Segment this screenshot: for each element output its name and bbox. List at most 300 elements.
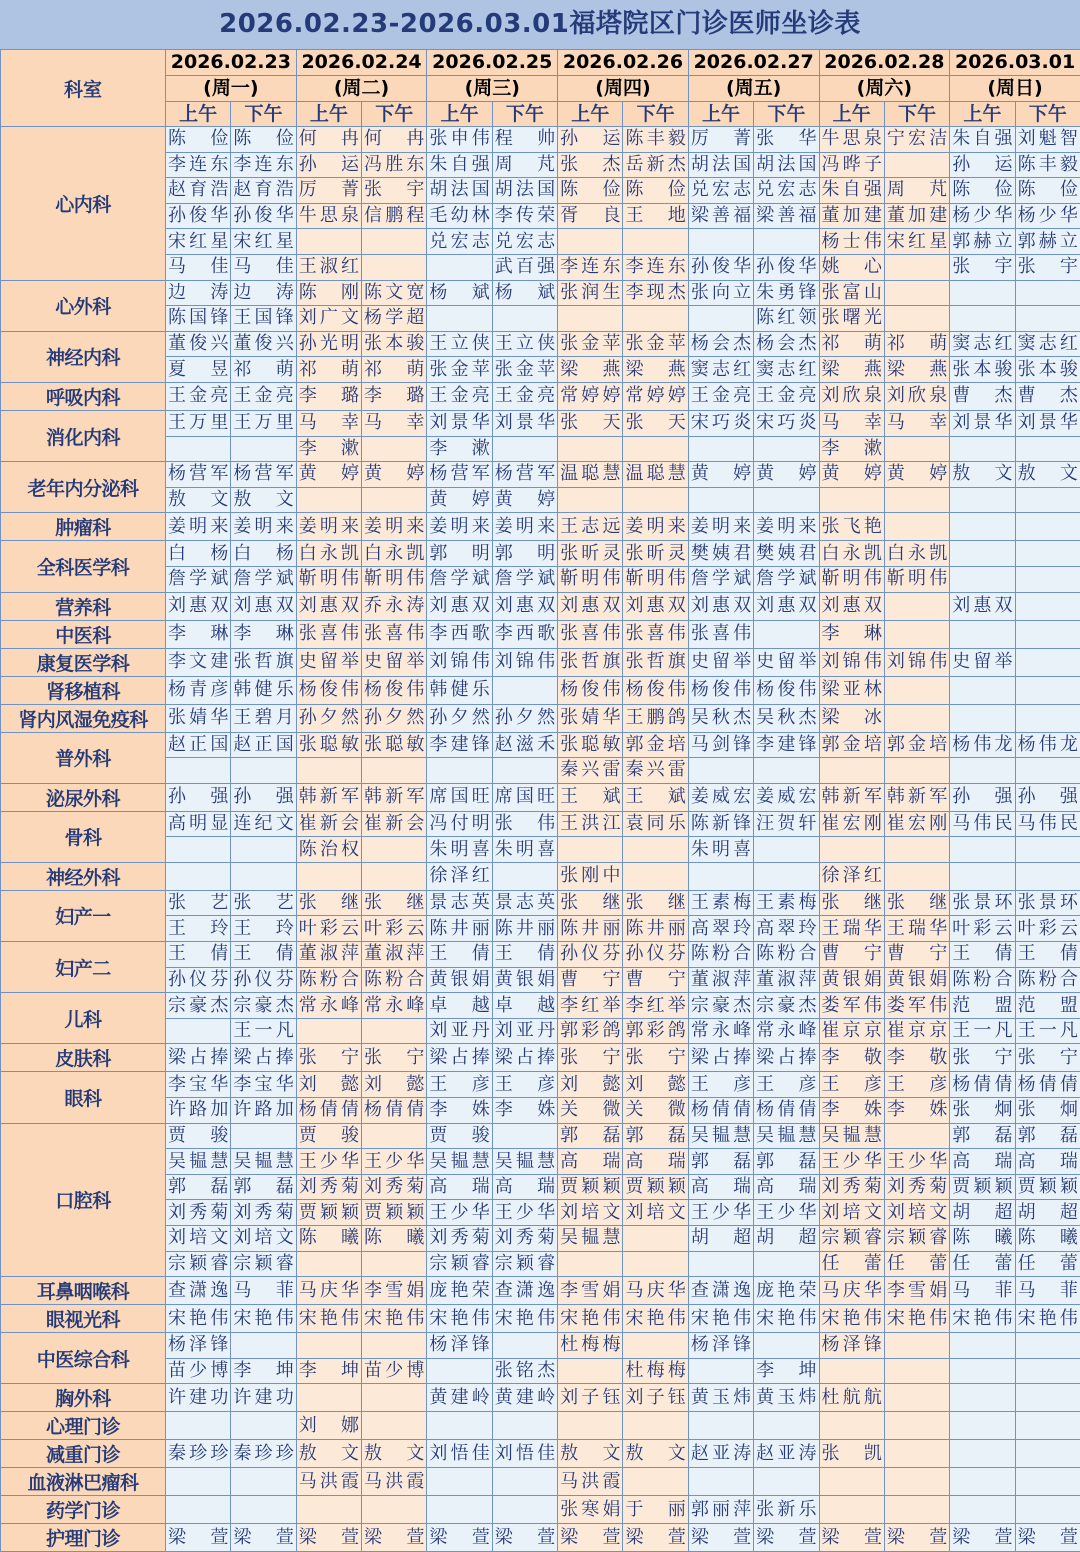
- doctor-cell: 祁萌: [296, 357, 361, 383]
- doctor-cell: 刘秀菊: [166, 1200, 231, 1226]
- doctor-cell: 王金亮: [427, 382, 492, 410]
- doctor-cell: [362, 1384, 427, 1412]
- doctor-cell: 王万里: [231, 410, 296, 436]
- doctor-cell: 宋艳伟: [623, 1305, 688, 1333]
- doctor-cell: [884, 513, 949, 541]
- afternoon-header: 下午: [362, 102, 427, 127]
- doctor-cell: 王一凡: [950, 1018, 1015, 1044]
- doctor-cell: 毛幼林: [427, 203, 492, 229]
- doctor-cell: 韩新军: [884, 783, 949, 811]
- doctor-cell: 刘亚丹: [492, 1018, 557, 1044]
- doctor-cell: 马剑锋: [688, 732, 753, 758]
- doctor-cell: 孙强: [231, 783, 296, 811]
- doctor-cell: 孙仪芬: [623, 942, 688, 968]
- afternoon-header: 下午: [231, 102, 296, 127]
- doctor-cell: 郭明: [427, 541, 492, 567]
- doctor-cell: [884, 436, 949, 462]
- doctor-cell: [427, 1358, 492, 1384]
- doctor-cell: 靳明伟: [819, 566, 884, 592]
- doctor-cell: [1015, 280, 1080, 306]
- doctor-cell: 朱明喜: [492, 837, 557, 863]
- department-name: 口腔科: [1, 1123, 166, 1277]
- doctor-cell: 梁燕: [819, 357, 884, 383]
- doctor-cell: 王金亮: [754, 382, 819, 410]
- doctor-cell: 陈井丽: [623, 916, 688, 942]
- doctor-cell: 吴韫慧: [558, 1226, 623, 1252]
- doctor-cell: 陈粉合: [362, 967, 427, 993]
- department-name: 康复医学科: [1, 648, 166, 676]
- doctor-cell: [296, 862, 361, 890]
- doctor-cell: [362, 229, 427, 255]
- doctor-cell: 王立侠: [492, 331, 557, 357]
- doctor-cell: 兑宏志: [492, 229, 557, 255]
- doctor-cell: 朱明喜: [427, 837, 492, 863]
- department-name: 儿科: [1, 993, 166, 1044]
- doctor-cell: [754, 620, 819, 648]
- doctor-cell: [950, 1358, 1015, 1384]
- doctor-cell: 叶彩云: [1015, 916, 1080, 942]
- doctor-cell: 白永凯: [296, 541, 361, 567]
- doctor-cell: 孙运: [558, 127, 623, 153]
- doctor-cell: 夏昱: [166, 357, 231, 383]
- doctor-cell: [950, 306, 1015, 332]
- doctor-cell: 张景环: [1015, 890, 1080, 916]
- doctor-cell: 孙俊华: [231, 203, 296, 229]
- department-name: 心外科: [1, 280, 166, 331]
- doctor-cell: [1015, 1440, 1080, 1468]
- doctor-cell: 杨学超: [362, 306, 427, 332]
- doctor-cell: 李西歌: [492, 620, 557, 648]
- doctor-cell: 曹宁: [819, 942, 884, 968]
- doctor-cell: [1015, 620, 1080, 648]
- doctor-cell: 李宝华: [231, 1072, 296, 1098]
- doctor-cell: 陈红领: [754, 306, 819, 332]
- doctor-cell: [688, 1251, 753, 1277]
- doctor-cell: [492, 1468, 557, 1496]
- doctor-cell: 张聪敏: [362, 732, 427, 758]
- doctor-cell: [623, 1226, 688, 1252]
- doctor-cell: 韩新军: [819, 783, 884, 811]
- doctor-cell: 查潇逸: [166, 1277, 231, 1305]
- doctor-cell: 马幸: [819, 410, 884, 436]
- doctor-cell: 孙俊华: [754, 254, 819, 280]
- doctor-cell: 何冉: [296, 127, 361, 153]
- doctor-cell: 王少华: [492, 1200, 557, 1226]
- doctor-cell: 黄婷: [492, 487, 557, 513]
- doctor-cell: 孙运: [296, 152, 361, 178]
- doctor-cell: 张本骏: [362, 331, 427, 357]
- doctor-cell: 梁善福: [754, 203, 819, 229]
- doctor-cell: 张婧华: [166, 704, 231, 732]
- doctor-cell: 张金苹: [558, 331, 623, 357]
- doctor-cell: 王倩: [492, 942, 557, 968]
- doctor-cell: 陈曦: [950, 1226, 1015, 1252]
- schedule-row: [1, 862, 1080, 890]
- doctor-cell: [492, 676, 557, 704]
- doctor-cell: [884, 862, 949, 890]
- doctor-cell: 杨泽锋: [688, 1333, 753, 1359]
- doctor-cell: 朱自强: [819, 178, 884, 204]
- doctor-cell: 胡法国: [492, 178, 557, 204]
- doctor-cell: 范盟: [1015, 993, 1080, 1019]
- doctor-cell: [231, 862, 296, 890]
- doctor-cell: [950, 280, 1015, 306]
- doctor-cell: 郭磊: [1015, 1123, 1080, 1149]
- doctor-cell: 陈丰毅: [623, 127, 688, 153]
- doctor-cell: 郭磊: [688, 1149, 753, 1175]
- doctor-cell: 黄婷: [819, 462, 884, 488]
- department-name: 胸外科: [1, 1384, 166, 1412]
- doctor-cell: 冯付明: [427, 811, 492, 837]
- doctor-cell: 孙俊华: [688, 254, 753, 280]
- doctor-cell: 胡超: [688, 1226, 753, 1252]
- doctor-cell: 宋艳伟: [231, 1305, 296, 1333]
- doctor-cell: 胡法国: [427, 178, 492, 204]
- doctor-cell: 宋艳伟: [688, 1305, 753, 1333]
- doctor-cell: 窦志红: [688, 357, 753, 383]
- doctor-cell: 宗颖睿: [884, 1226, 949, 1252]
- morning-header: 上午: [296, 102, 361, 127]
- doctor-cell: 窦志红: [754, 357, 819, 383]
- doctor-cell: 曹宁: [884, 942, 949, 968]
- doctor-cell: 董淑萍: [688, 967, 753, 993]
- doctor-cell: 张宇: [362, 178, 427, 204]
- doctor-cell: [1015, 1496, 1080, 1524]
- doctor-cell: 祁萌: [362, 357, 427, 383]
- doctor-cell: 秦珍珍: [166, 1440, 231, 1468]
- doctor-cell: 宗豪杰: [688, 993, 753, 1019]
- doctor-cell: 王金亮: [492, 382, 557, 410]
- doctor-cell: 杨倩倩: [754, 1098, 819, 1124]
- doctor-cell: 姜威宏: [688, 783, 753, 811]
- doctor-cell: 祁萌: [884, 331, 949, 357]
- doctor-cell: 张聪敏: [296, 732, 361, 758]
- doctor-cell: 王国锋: [231, 306, 296, 332]
- doctor-cell: 郭磊: [623, 1123, 688, 1149]
- doctor-cell: 李姝: [427, 1098, 492, 1124]
- doctor-cell: [1015, 648, 1080, 676]
- morning-header: 上午: [688, 102, 753, 127]
- doctor-cell: 刘懿: [296, 1072, 361, 1098]
- doctor-cell: 宋艳伟: [1015, 1305, 1080, 1333]
- doctor-cell: [884, 837, 949, 863]
- doctor-cell: 王少华: [754, 1200, 819, 1226]
- doctor-cell: 梁善福: [688, 203, 753, 229]
- doctor-cell: 刘惠双: [166, 592, 231, 620]
- weekday-header: (周五): [688, 76, 819, 102]
- doctor-cell: 杨俊伟: [688, 676, 753, 704]
- doctor-cell: 常永峰: [754, 1018, 819, 1044]
- doctor-cell: 李西歌: [427, 620, 492, 648]
- schedule-row: [1, 783, 1080, 811]
- doctor-cell: [884, 1412, 949, 1440]
- doctor-cell: 王彦: [688, 1072, 753, 1098]
- doctor-cell: 王淑红: [296, 254, 361, 280]
- doctor-cell: 孙强: [166, 783, 231, 811]
- doctor-cell: 张喜伟: [558, 620, 623, 648]
- doctor-cell: 刘景华: [492, 410, 557, 436]
- doctor-cell: 黄婷: [884, 462, 949, 488]
- doctor-cell: [1015, 1384, 1080, 1412]
- doctor-cell: 白杨: [166, 541, 231, 567]
- doctor-cell: 杨营军: [427, 462, 492, 488]
- doctor-cell: 李红举: [558, 993, 623, 1019]
- doctor-cell: 刘培文: [884, 1200, 949, 1226]
- doctor-cell: 梁萱: [166, 1524, 231, 1552]
- doctor-cell: 王少华: [688, 1200, 753, 1226]
- doctor-cell: 陈粉合: [950, 967, 1015, 993]
- doctor-cell: [362, 1251, 427, 1277]
- doctor-cell: [754, 1251, 819, 1277]
- doctor-cell: 陈俭: [950, 178, 1015, 204]
- doctor-cell: 李连东: [166, 152, 231, 178]
- doctor-cell: 宋艳伟: [166, 1305, 231, 1333]
- doctor-cell: 崔新会: [362, 811, 427, 837]
- doctor-cell: 李传荣: [492, 203, 557, 229]
- weekday-header: (周三): [427, 76, 558, 102]
- doctor-cell: 张华: [754, 127, 819, 153]
- doctor-cell: 郭金培: [623, 732, 688, 758]
- doctor-cell: 刘秀菊: [296, 1174, 361, 1200]
- doctor-cell: 王少华: [819, 1149, 884, 1175]
- doctor-cell: 敖文: [166, 487, 231, 513]
- doctor-cell: 宋艳伟: [296, 1305, 361, 1333]
- doctor-cell: 周芃: [884, 178, 949, 204]
- doctor-cell: 刘培文: [623, 1200, 688, 1226]
- doctor-cell: 张本骏: [1015, 357, 1080, 383]
- doctor-cell: 秦兴雷: [558, 758, 623, 784]
- doctor-cell: 王斌: [623, 783, 688, 811]
- doctor-cell: 岳新杰: [623, 152, 688, 178]
- doctor-cell: 吴韫慧: [231, 1149, 296, 1175]
- doctor-cell: 崔宏刚: [884, 811, 949, 837]
- doctor-cell: 庞艳荣: [754, 1277, 819, 1305]
- doctor-cell: [166, 862, 231, 890]
- doctor-cell: 王少华: [884, 1149, 949, 1175]
- doctor-cell: 梁萱: [558, 1524, 623, 1552]
- doctor-cell: 杨泽锋: [427, 1333, 492, 1359]
- doctor-cell: 杨营军: [231, 462, 296, 488]
- doctor-cell: 徐泽红: [819, 862, 884, 890]
- doctor-cell: 杨泽锋: [819, 1333, 884, 1359]
- doctor-cell: 姜明来: [427, 513, 492, 541]
- doctor-cell: [1015, 436, 1080, 462]
- doctor-cell: 敖文: [362, 1440, 427, 1468]
- doctor-cell: 孙光明: [296, 331, 361, 357]
- doctor-cell: [296, 487, 361, 513]
- doctor-cell: 关微: [558, 1098, 623, 1124]
- doctor-cell: 马庆华: [819, 1277, 884, 1305]
- doctor-cell: [754, 1333, 819, 1359]
- doctor-cell: 宋艳伟: [950, 1305, 1015, 1333]
- doctor-cell: 景志英: [427, 890, 492, 916]
- doctor-cell: 杨青彦: [166, 676, 231, 704]
- doctor-cell: [884, 306, 949, 332]
- doctor-cell: 杨倩倩: [1015, 1072, 1080, 1098]
- doctor-cell: 李雪娟: [362, 1277, 427, 1305]
- department-name: 肿瘤科: [1, 513, 166, 541]
- doctor-cell: 孙夕然: [296, 704, 361, 732]
- doctor-cell: 李姝: [492, 1098, 557, 1124]
- doctor-cell: [950, 676, 1015, 704]
- doctor-cell: 白杨: [231, 541, 296, 567]
- doctor-cell: 汪贺轩: [754, 811, 819, 837]
- doctor-cell: [688, 1358, 753, 1384]
- doctor-cell: [558, 1251, 623, 1277]
- doctor-cell: 宋艳伟: [492, 1305, 557, 1333]
- department-name: 眼科: [1, 1072, 166, 1123]
- doctor-cell: 兑宏志: [754, 178, 819, 204]
- schedule-row: [1, 592, 1080, 620]
- doctor-cell: 王万里: [166, 410, 231, 436]
- doctor-cell: [688, 306, 753, 332]
- doctor-cell: 秦珍珍: [231, 1440, 296, 1468]
- doctor-cell: [1015, 1333, 1080, 1359]
- doctor-cell: 任蕾: [819, 1251, 884, 1277]
- doctor-cell: [296, 1018, 361, 1044]
- doctor-cell: 史留举: [688, 648, 753, 676]
- doctor-cell: [950, 1440, 1015, 1468]
- doctor-cell: 梁占捧: [427, 1044, 492, 1072]
- doctor-cell: 李连东: [623, 254, 688, 280]
- doctor-cell: 黄银娟: [492, 967, 557, 993]
- doctor-cell: 李漱: [819, 436, 884, 462]
- doctor-cell: 刘培文: [558, 1200, 623, 1226]
- doctor-cell: 宗颖睿: [427, 1251, 492, 1277]
- doctor-cell: [1015, 541, 1080, 567]
- doctor-cell: 刘惠双: [688, 592, 753, 620]
- doctor-cell: [950, 1333, 1015, 1359]
- doctor-cell: [1015, 1412, 1080, 1440]
- doctor-cell: 郭金培: [819, 732, 884, 758]
- doctor-cell: 杨倩倩: [688, 1098, 753, 1124]
- doctor-cell: 李姝: [884, 1098, 949, 1124]
- department-name: 血液淋巴瘤科: [1, 1468, 166, 1496]
- doctor-cell: 刘惠双: [819, 592, 884, 620]
- doctor-cell: [623, 1468, 688, 1496]
- doctor-cell: 赵亚涛: [688, 1440, 753, 1468]
- doctor-cell: 王立侠: [427, 331, 492, 357]
- doctor-cell: 高瑞: [558, 1149, 623, 1175]
- doctor-cell: 卓越: [492, 993, 557, 1019]
- doctor-cell: [884, 1468, 949, 1496]
- doctor-cell: 曹宁: [558, 967, 623, 993]
- department-name: 全科医学科: [1, 541, 166, 592]
- doctor-cell: 刘秀菊: [362, 1174, 427, 1200]
- weekday-header: (周日): [950, 76, 1080, 102]
- doctor-cell: 孙夕然: [492, 704, 557, 732]
- doctor-cell: 张哲旗: [231, 648, 296, 676]
- doctor-cell: 张申伟: [427, 127, 492, 153]
- doctor-cell: 陈粉合: [754, 942, 819, 968]
- doctor-cell: [884, 254, 949, 280]
- doctor-cell: [950, 541, 1015, 567]
- doctor-cell: [1015, 1468, 1080, 1496]
- doctor-cell: 宗颖睿: [231, 1251, 296, 1277]
- doctor-cell: 姜明来: [166, 513, 231, 541]
- doctor-cell: 刘懿: [623, 1072, 688, 1098]
- doctor-cell: [166, 1018, 231, 1044]
- doctor-cell: [362, 487, 427, 513]
- doctor-cell: 关微: [623, 1098, 688, 1124]
- doctor-cell: 高瑞: [492, 1174, 557, 1200]
- doctor-cell: 袁同乐: [623, 811, 688, 837]
- doctor-cell: 张喜伟: [362, 620, 427, 648]
- doctor-cell: 张本骏: [950, 357, 1015, 383]
- doctor-cell: 叶彩云: [362, 916, 427, 942]
- doctor-cell: 史留举: [296, 648, 361, 676]
- doctor-cell: 陈刚: [296, 280, 361, 306]
- date-header: 2026.02.27: [688, 50, 819, 76]
- doctor-cell: 刘欣泉: [884, 382, 949, 410]
- doctor-cell: [231, 758, 296, 784]
- department-name: 营养科: [1, 592, 166, 620]
- doctor-cell: 李璐: [296, 382, 361, 410]
- doctor-cell: 黄婷: [688, 462, 753, 488]
- doctor-cell: 张新乐: [754, 1496, 819, 1524]
- doctor-cell: 刘子钰: [623, 1384, 688, 1412]
- doctor-cell: [819, 1468, 884, 1496]
- doctor-cell: 李坤: [754, 1358, 819, 1384]
- doctor-cell: 王玲: [231, 916, 296, 942]
- doctor-cell: 白永凯: [884, 541, 949, 567]
- doctor-cell: 马菲: [950, 1277, 1015, 1305]
- doctor-cell: 董淑萍: [754, 967, 819, 993]
- doctor-cell: 王碧月: [231, 704, 296, 732]
- doctor-cell: 郭明: [492, 541, 557, 567]
- schedule-row: [1, 1123, 1080, 1149]
- doctor-cell: 宋红星: [231, 229, 296, 255]
- doctor-cell: [427, 758, 492, 784]
- doctor-cell: 高瑞: [950, 1149, 1015, 1175]
- doctor-cell: 梁占捧: [166, 1044, 231, 1072]
- doctor-cell: 孙夕然: [427, 704, 492, 732]
- doctor-cell: 刘培文: [231, 1226, 296, 1252]
- doctor-cell: 宋艳伟: [754, 1305, 819, 1333]
- doctor-cell: 王志远: [558, 513, 623, 541]
- doctor-cell: 王少华: [362, 1149, 427, 1175]
- doctor-cell: [166, 436, 231, 462]
- weekday-header: (周四): [558, 76, 689, 102]
- doctor-cell: 朱自强: [427, 152, 492, 178]
- doctor-cell: 牛思泉: [296, 203, 361, 229]
- date-header-row: [1, 50, 1080, 76]
- doctor-cell: [819, 487, 884, 513]
- doctor-cell: 连纪文: [231, 811, 296, 837]
- schedule-row: [1, 1072, 1080, 1098]
- doctor-cell: 赵滋禾: [492, 732, 557, 758]
- doctor-cell: 吴秋杰: [754, 704, 819, 732]
- doctor-cell: 陈俭: [623, 178, 688, 204]
- doctor-cell: 席国旺: [427, 783, 492, 811]
- doctor-cell: 张昕灵: [623, 541, 688, 567]
- doctor-cell: 陈新锋: [688, 811, 753, 837]
- doctor-cell: 常婷婷: [623, 382, 688, 410]
- doctor-cell: 曹杰: [1015, 382, 1080, 410]
- doctor-cell: 杜梅梅: [558, 1333, 623, 1359]
- doctor-cell: 马伟民: [1015, 811, 1080, 837]
- doctor-cell: [427, 1468, 492, 1496]
- doctor-cell: 常永峰: [362, 993, 427, 1019]
- doctor-cell: 边涛: [231, 280, 296, 306]
- doctor-cell: 李坤: [231, 1358, 296, 1384]
- doctor-cell: 姜明来: [492, 513, 557, 541]
- doctor-cell: 李敬: [884, 1044, 949, 1072]
- doctor-cell: 陈俭: [166, 127, 231, 153]
- doctor-cell: 史留举: [754, 648, 819, 676]
- doctor-cell: [884, 1123, 949, 1149]
- doctor-cell: 李姝: [819, 1098, 884, 1124]
